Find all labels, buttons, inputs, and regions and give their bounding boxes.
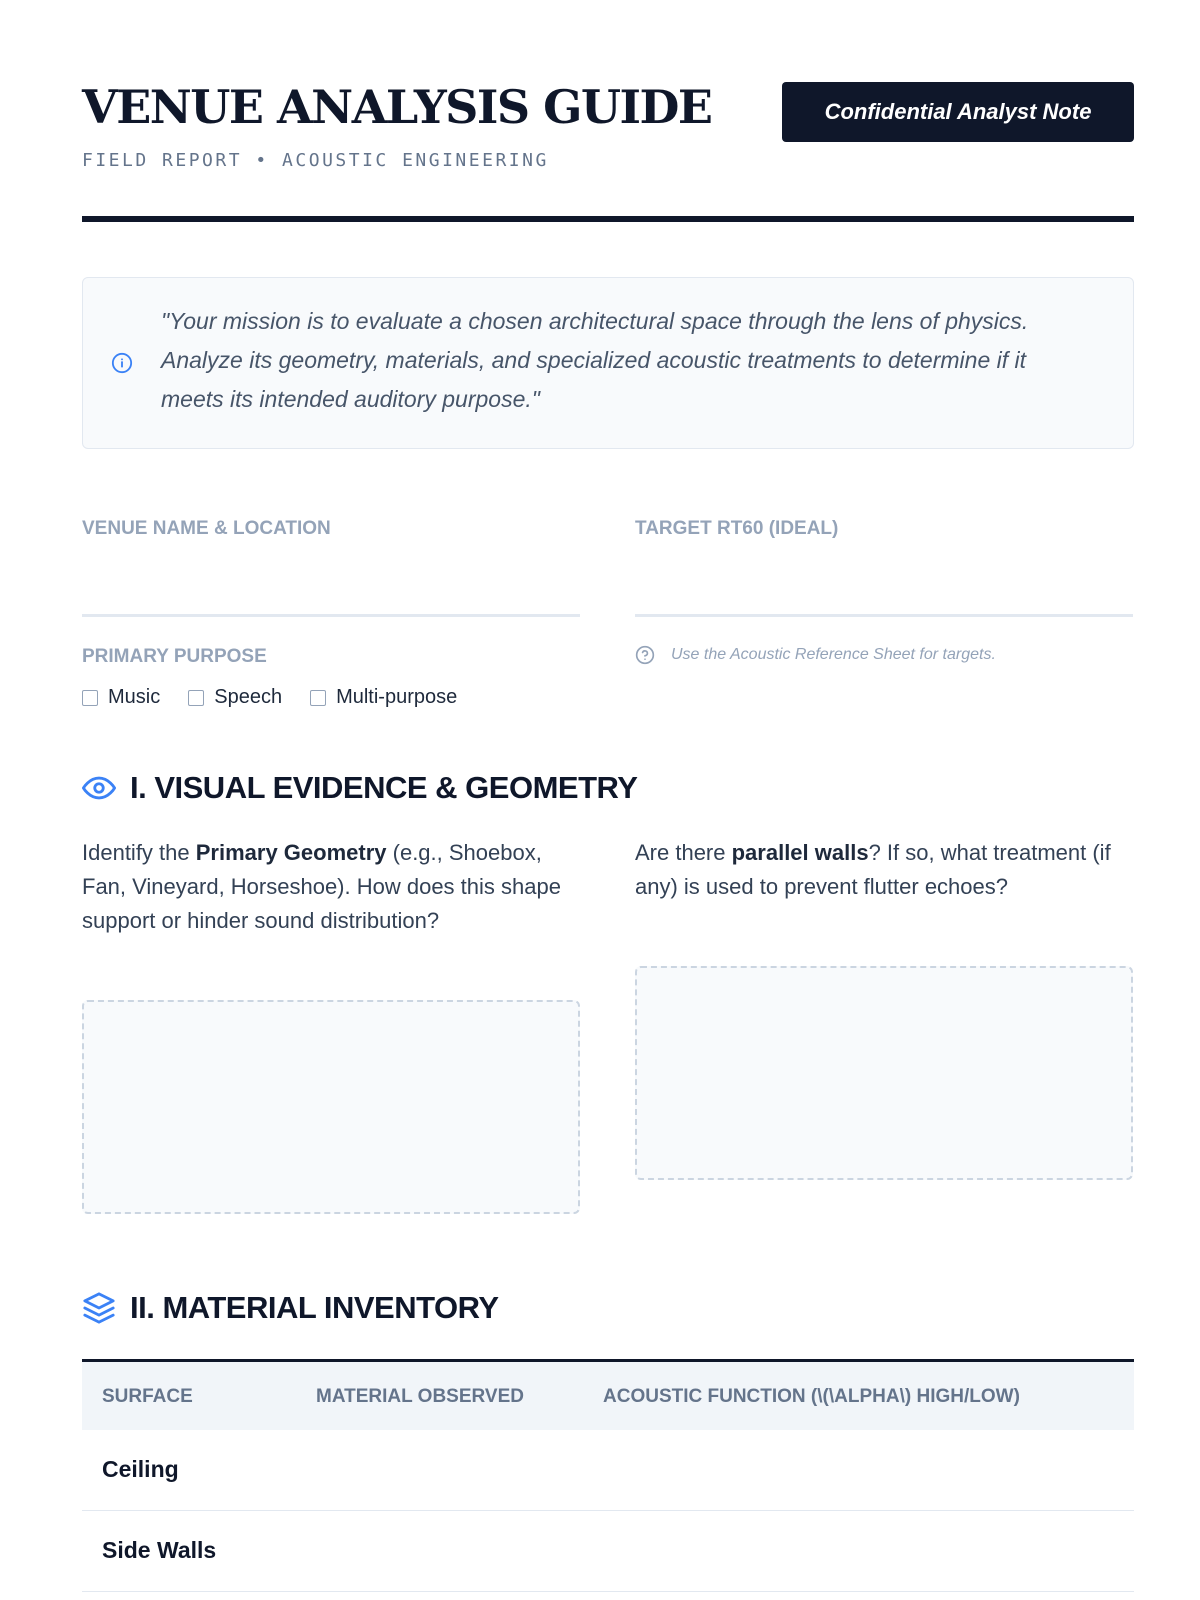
parallel-walls-question [635, 836, 1133, 904]
document-subtitle: FIELD REPORT • ACOUSTIC ENGINEERING [82, 150, 549, 171]
section-visual-evidence-heading [82, 770, 637, 806]
question-emphasis: parallel walls [731, 840, 869, 865]
multipurpose-label: Multi-purpose [336, 686, 458, 708]
speech-label: Speech [214, 686, 283, 708]
material-inventory-table [82, 1359, 1134, 1592]
eye-icon [82, 771, 116, 805]
geometry-answer-box[interactable] [82, 1000, 580, 1214]
document-header [82, 0, 1134, 224]
row-surface-label: Ceiling [102, 1456, 179, 1482]
mission-callout [82, 277, 1134, 449]
column-header-material: MATERIAL OBSERVED [316, 1386, 524, 1407]
target-rt60-field[interactable] [635, 614, 1133, 617]
question-text: Identify the [82, 840, 196, 865]
table-row [82, 1511, 1134, 1592]
layers-icon [82, 1291, 116, 1325]
target-rt60-label: TARGET RT60 (IDEAL) [635, 518, 839, 539]
section-title: I. VISUAL EVIDENCE & GEOMETRY [130, 770, 638, 805]
reference-hint [635, 645, 996, 665]
parallel-walls-answer-box[interactable] [635, 966, 1133, 1180]
column-header-surface: SURFACE [102, 1386, 193, 1407]
venue-analysis-page [82, 0, 1134, 1563]
speech-checkbox[interactable] [188, 690, 204, 706]
hint-text: Use the Acoustic Reference Sheet for targets. [671, 646, 996, 663]
purpose-option-music[interactable] [82, 686, 160, 709]
multipurpose-checkbox[interactable] [310, 690, 326, 706]
venue-name-label: VENUE NAME & LOCATION [82, 518, 331, 539]
document-title: VENUE ANALYSIS GUIDE [82, 80, 712, 134]
help-circle-icon [635, 645, 655, 665]
purpose-options [82, 686, 485, 709]
row-surface-label: Side Walls [102, 1537, 217, 1563]
music-label: Music [108, 686, 161, 708]
venue-name-field[interactable] [82, 614, 580, 617]
confidential-badge: Confidential Analyst Note [782, 82, 1134, 142]
music-checkbox[interactable] [82, 690, 98, 706]
header-divider [82, 216, 1134, 222]
geometry-question [82, 836, 580, 938]
purpose-option-multipurpose[interactable] [310, 686, 457, 709]
purpose-option-speech[interactable] [188, 686, 282, 709]
section-title: II. MATERIAL INVENTORY [130, 1290, 499, 1325]
table-header [82, 1362, 1134, 1430]
info-icon [111, 352, 133, 374]
question-text: Are there [635, 840, 732, 865]
mission-text: "Your mission is to evaluate a chosen architectural space through the lens of physics. Analyze its geometry, materials, and specialized acoustic treatments to determine if it meets its intended auditory purpose." [161, 308, 1029, 412]
question-emphasis: Primary Geometry [195, 840, 387, 865]
table-row [82, 1430, 1134, 1511]
section-material-inventory-heading [82, 1290, 499, 1326]
question-text: (e.g., Shoebox, Fan, Vineyard, Horseshoe). How does this shape support or hinder sound distribution? [82, 840, 561, 933]
question-text: ? If so, what treatment (if any) is used to prevent flutter echoes? [635, 840, 1111, 899]
column-header-function: ACOUSTIC FUNCTION (\(\ALPHA\) HIGH/LOW) [603, 1386, 1020, 1407]
primary-purpose-label: PRIMARY PURPOSE [82, 646, 267, 667]
